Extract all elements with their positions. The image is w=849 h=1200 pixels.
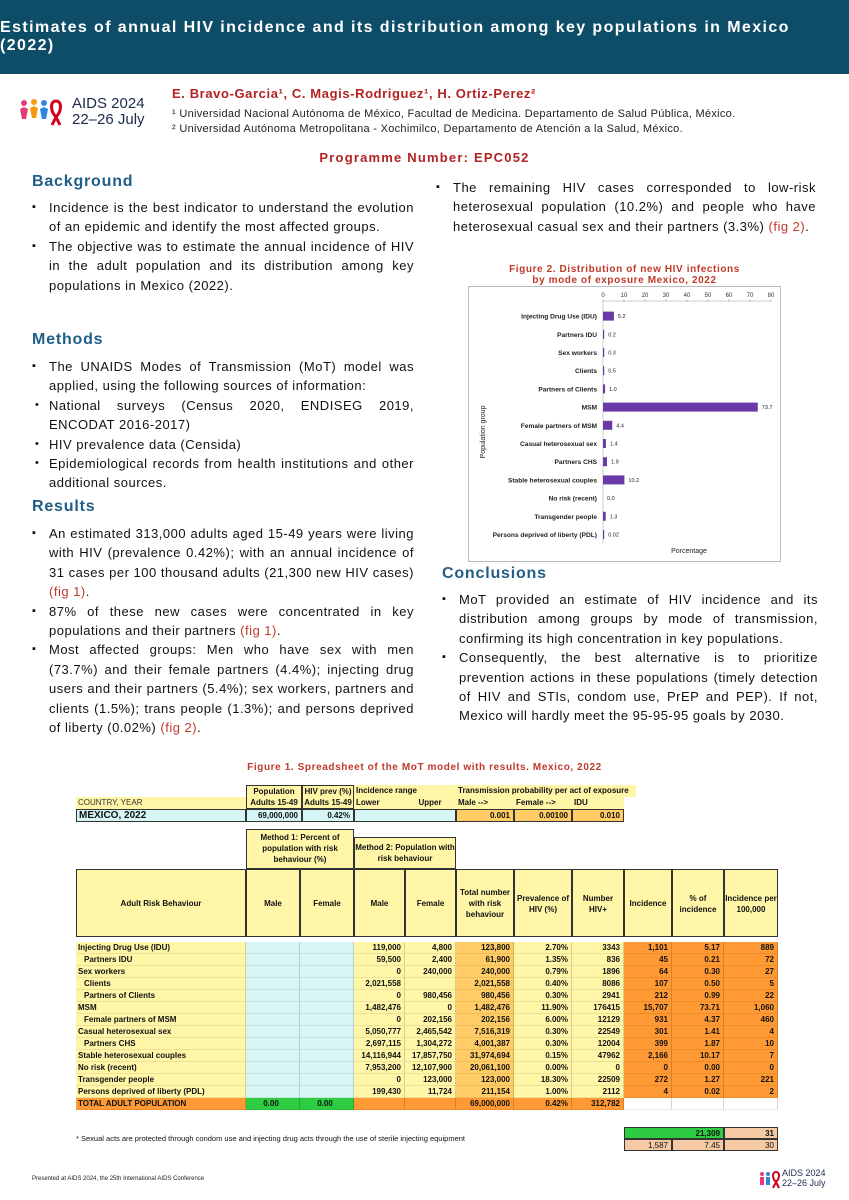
col-header-rate: Incidence per 100,000 [724,869,778,937]
table-cell: Transgender people [76,1074,246,1086]
table-cell: 123,800 [456,942,514,954]
conference-figures-icon [18,97,68,127]
col-header-incidence: Incidence [624,869,672,937]
table-cell: 18.30% [514,1074,572,1086]
transmission-header: Transmission probability per act of exposure [456,785,636,797]
col-header-m2-female: Female [405,869,456,937]
figure2-caption: Figure 2. Distribution of new HIV infections by mode of exposure Mexico, 2022 [509,264,740,286]
table-cell [246,1002,300,1014]
list-subitem: • HIV prevalence data (Censida) [32,435,414,454]
table-cell: TOTAL ADULT POPULATION [76,1098,246,1110]
table-cell: 11,724 [405,1086,456,1098]
table-cell: 6.00% [514,1014,572,1026]
table-cell: 836 [572,954,624,966]
table-cell: 0.02 [672,1086,724,1098]
footer-logo-title: AIDS 2024 [782,1168,826,1178]
table-cell: Injecting Drug Use (IDU) [76,942,246,954]
alt-rate: 30 [724,1139,778,1151]
table-cell [300,1038,354,1050]
female-prob-value: 0.00100 [514,809,572,822]
table-cell: 17,857,750 [405,1050,456,1062]
table-cell: 889 [724,942,778,954]
col-header-behaviour: Adult Risk Behaviour [76,869,246,937]
table-cell: 11.90% [514,1002,572,1014]
idu-prob-header: IDU [572,797,624,809]
table-cell: 1,060 [724,1002,778,1014]
table-cell: 0.99 [672,990,724,1002]
table-cell: 31,974,694 [456,1050,514,1062]
bar [603,530,604,539]
table-row [76,1026,778,1038]
col-header-m1-female: Female [300,869,354,937]
table-cell [246,942,300,954]
results-list [32,524,414,737]
sum-incidence: 21,309 [624,1127,724,1139]
results-heading: Results [32,498,96,515]
list-item: ▪ Most affected groups: Men who have sex with men (73.7%) and their female partners (4.4%); injecting drug users and their partners (5.4%); sex workers, partners and clients (1.5%); trans people (1.3%); and persons deprived of liberty (0.02%) (fig 2). [32,640,414,737]
table-cell: 1.87 [672,1038,724,1050]
table-cell: 202,156 [456,1014,514,1026]
table-cell: 0 [354,966,405,978]
table-cell: No risk (recent) [76,1062,246,1074]
table-cell: Partners IDU [76,954,246,966]
bar [603,421,612,430]
table-cell: 240,000 [456,966,514,978]
fig2-ref[interactable]: (fig 2) [160,720,198,736]
table-cell: 931 [624,1014,672,1026]
table-cell: 69,000,000 [456,1098,514,1110]
data-label: 4.4 [616,423,624,430]
table-cell: 4 [724,1026,778,1038]
table-cell: 0 [405,1002,456,1014]
authors: E. Bravo-Garcia¹, C. Magis-Rodriguez¹, H. Ortiz-Perez² [172,86,536,101]
table-cell: 176415 [572,1002,624,1014]
table-cell: 15,707 [624,1002,672,1014]
table-cell: 221 [724,1074,778,1086]
table-cell: 107 [624,978,672,990]
table-cell [246,1086,300,1098]
category-label: Casual heterosexual sex [520,441,597,448]
x-tick-label: 80 [767,293,775,299]
table-cell: 73.71 [672,1002,724,1014]
table-cell: Female partners of MSM [76,1014,246,1026]
table-cell: 2,166 [624,1050,672,1062]
data-label: 73.7 [761,405,773,412]
country-value: MEXICO, 2022 [76,809,246,822]
table-cell [246,990,300,1002]
table-cell [300,1062,354,1074]
table-cell: 2112 [572,1086,624,1098]
table-cell: 0 [354,1074,405,1086]
bar [603,512,606,521]
bar [603,366,604,375]
hivprev-header: HIV prev (%) Adults 15-49 [302,785,354,809]
table-cell: 0.79% [514,966,572,978]
table-cell [246,1074,300,1086]
population-header: Population Adults 15-49 [246,785,302,809]
table-row [76,1074,778,1086]
fig2-ref[interactable]: (fig 2) [768,218,806,234]
table-cell: 20,061,100 [456,1062,514,1074]
fig1-ref[interactable]: (fig 1) [240,623,277,639]
table-cell: Casual heterosexual sex [76,1026,246,1038]
table-cell [246,966,300,978]
table-cell: Partners of Clients [76,990,246,1002]
table-cell: 123,000 [405,1074,456,1086]
bar [603,312,614,321]
data-label: 0.3 [608,350,616,357]
table-cell: 460 [724,1014,778,1026]
data-label: 0.0 [607,496,615,503]
table-cell [405,978,456,990]
table-cell [300,1026,354,1038]
col-header-pct-incidence: % of incidence [672,869,724,937]
table-cell: 0.30 [672,966,724,978]
table-cell [300,990,354,1002]
y-axis-title: Population group [480,405,487,459]
male-prob-value: 0.001 [456,809,514,822]
list-item: ▪ Incidence is the best indicator to understand the evolution of an epidemic and identify the most affected groups. [32,198,414,237]
table-row [76,1038,778,1050]
category-label: No risk (recent) [548,495,597,503]
table-cell: 312,782 [572,1098,624,1110]
table-cell [246,1014,300,1026]
bar [603,348,604,357]
sum-rate: 31 [724,1127,778,1139]
table-cell: 47962 [572,1050,624,1062]
table-cell: 2 [724,1086,778,1098]
x-tick-label: 60 [725,293,733,299]
incidence-range-header: Incidence range [354,785,456,797]
aids2024-logo [18,93,158,133]
data-label: 0.02 [608,532,619,539]
table-cell: 1896 [572,966,624,978]
table-cell: 61,900 [456,954,514,966]
table-cell: 12,107,900 [405,1062,456,1074]
category-label: MSM [581,404,597,412]
table-cell: 2,021,558 [354,978,405,990]
table-cell [300,1002,354,1014]
table-cell: Sex workers [76,966,246,978]
data-label: 10.2 [628,477,640,484]
table-cell: 0.00% [514,1062,572,1074]
table-cell: 1.35% [514,954,572,966]
table-cell: 123,000 [456,1074,514,1086]
alt-incidence: 1,587 [624,1139,672,1151]
table-cell: 22549 [572,1026,624,1038]
table-cell: 211,154 [456,1086,514,1098]
category-label: Injecting Drug Use (IDU) [521,313,597,321]
table-cell: 1,101 [624,942,672,954]
table-cell [246,1062,300,1074]
table-cell [246,1038,300,1050]
table-cell: Partners CHS [76,1038,246,1050]
table-row [76,1002,778,1014]
table-cell: 12004 [572,1038,624,1050]
bar [603,457,607,466]
incidence-range-values [354,809,456,822]
table-cell: 1.00% [514,1086,572,1098]
table-cell [300,1074,354,1086]
x-tick-label: 20 [641,293,649,299]
results-list-continued [436,178,816,236]
table-row [76,990,778,1002]
list-item: ▪ 87% of these new cases were concentrated in key populations and their partners (fig 1). [32,602,414,641]
bar [603,330,604,339]
table-cell: 22 [724,990,778,1002]
table-cell: 0 [724,1062,778,1074]
table-cell: 0.15% [514,1050,572,1062]
table-cell: 2,697,115 [354,1038,405,1050]
table-cell: 4,800 [405,942,456,954]
table-cell: 980,456 [456,990,514,1002]
table-cell [300,978,354,990]
table-cell: 10 [724,1038,778,1050]
category-label: Transgender people [534,513,597,521]
table-cell: 0 [624,1062,672,1074]
table-cell [300,954,354,966]
table-cell [246,1026,300,1038]
conclusions-heading: Conclusions [442,565,547,582]
table-cell: 0.42% [514,1098,572,1110]
table-row [76,1014,778,1026]
table-cell: 0.00 [300,1098,354,1110]
table-cell: 2.70% [514,942,572,954]
table-cell: 10.17 [672,1050,724,1062]
table-cell: 2,021,558 [456,978,514,990]
figure1-caption: Figure 1. Spreadsheet of the MoT model with results. Mexico, 2022 [247,762,602,773]
table-row [76,942,778,954]
data-label: 1.0 [609,386,617,393]
bar [603,439,606,448]
table-cell [672,1098,724,1110]
table-cell: 1,482,476 [456,1002,514,1014]
list-item: ▪ MoT provided an estimate of HIV incidence and its distribution among groups by mode of transmission, confirming its high concentration in key populations. [442,590,818,648]
table-cell: 0.30% [514,1026,572,1038]
fig1-ref[interactable]: (fig 1) [49,584,86,600]
table-cell [300,1014,354,1026]
table-cell: Clients [76,978,246,990]
table-cell: 0 [572,1062,624,1074]
category-label: Female partners of MSM [520,422,597,430]
table-cell: 72 [724,954,778,966]
list-subitem: • Epidemiological records from health institutions and other additional sources. [32,454,414,493]
method1-header: Method 1: Percent of population with risk behaviour (%) [246,829,354,869]
list-item: ▪ An estimated 313,000 adults aged 15-49 years were living with HIV (prevalence 0.42%); with an annual incidence of 31 cases per 100 thousand adults (21,300 new HIV cases) (fig 1). [32,524,414,602]
table-cell: 272 [624,1074,672,1086]
list-subitem: • National surveys (Census 2020, ENDISEG 2019, ENCODAT 2016-2017) [32,396,414,435]
x-tick-label: 70 [746,293,754,299]
table-cell: 3343 [572,942,624,954]
list-item: ▪ The UNAIDS Modes of Transmission (MoT) model was applied, using the following sources of information: [32,357,414,396]
female-prob-header: Female --> [514,797,572,809]
male-prob-header: Male --> [456,797,514,809]
x-tick-label: 40 [683,293,691,299]
category-label: Clients [575,368,597,376]
table-cell: 980,456 [405,990,456,1002]
x-axis-title: Porcentage [671,548,707,555]
x-tick-label: 10 [620,293,628,299]
table-cell: 4,001,387 [456,1038,514,1050]
table-cell [246,978,300,990]
data-label: 1.4 [609,441,618,448]
col-header-m1-male: Male [246,869,300,937]
table-row [76,954,778,966]
programme-number: Programme Number: EPC052 [319,150,530,165]
table-cell: 2,465,542 [405,1026,456,1038]
table-cell: Stable heterosexual couples [76,1050,246,1062]
spreadsheet-footnote: * Sexual acts are protected through condom use and injecting drug acts through the use of sterile injecting equipment [76,1134,465,1143]
table-cell: 301 [624,1026,672,1038]
table-cell: 399 [624,1038,672,1050]
category-label: Partners IDU [557,331,597,339]
table-cell [246,1050,300,1062]
upper-header: Upper [404,797,456,809]
table-cell [300,1050,354,1062]
logo-title: AIDS 2024 [72,95,145,112]
background-list [32,198,414,295]
data-label: 0.2 [608,332,616,339]
table-total-row [76,1098,778,1110]
methods-heading: Methods [32,331,104,348]
table-cell: 0.21 [672,954,724,966]
category-label: Sex workers [558,350,597,357]
table-row [76,1050,778,1062]
table-cell: 8086 [572,978,624,990]
table-cell: 0.30% [514,1038,572,1050]
footer-logo-dates: 22–26 July [782,1178,826,1188]
table-cell [724,1098,778,1110]
poster-header [0,0,849,74]
table-cell: 0.50 [672,978,724,990]
table-cell: MSM [76,1002,246,1014]
x-tick-label: 30 [662,293,670,299]
data-label: 1.3 [609,514,618,521]
table-cell: 1.27 [672,1074,724,1086]
table-cell: 4.37 [672,1014,724,1026]
conclusions-list [442,590,818,726]
table-cell: 212 [624,990,672,1002]
table-cell: 202,156 [405,1014,456,1026]
table-cell: 5,050,777 [354,1026,405,1038]
table-cell: 45 [624,954,672,966]
table-row [76,966,778,978]
table-cell: 59,500 [354,954,405,966]
idu-prob-value: 0.010 [572,809,624,822]
affiliation-1: ¹ Universidad Nacional Autónoma de México, Facultad de Medicina. Departamento de Salud Pública, México. [172,108,736,120]
table-cell: 7,516,319 [456,1026,514,1038]
table-cell: 2,400 [405,954,456,966]
category-label: Stable heterosexual couples [507,477,597,485]
list-item: ▪ The objective was to estimate the annual incidence of HIV in the adult population and its distribution among key populations in Mexico (2022). [32,237,414,295]
poster-title: Estimates of annual HIV incidence and its distribution among key populations in Mexico (2022) [0,19,790,54]
table-cell: 5 [724,978,778,990]
footer-logo [758,1168,842,1192]
table-cell: 0.00 [672,1062,724,1074]
category-label: Persons deprived of liberty (PDL) [492,532,597,539]
table-cell [300,966,354,978]
method2-header: Method 2: Population with risk behaviour [354,837,456,869]
table-cell: 5.17 [672,942,724,954]
table-cell [246,954,300,966]
table-row [76,1062,778,1074]
table-cell [405,1098,456,1110]
bar [603,475,624,484]
table-cell: 119,000 [354,942,405,954]
background-heading: Background [32,173,134,190]
table-cell: 22509 [572,1074,624,1086]
country-year-label: COUNTRY, YEAR [76,797,246,809]
methods-list [32,357,414,493]
table-cell: 0.40% [514,978,572,990]
table-cell: 199,430 [354,1086,405,1098]
table-cell: 240,000 [405,966,456,978]
col-header-m2-male: Male [354,869,405,937]
table-cell: 0.30% [514,990,572,1002]
table-cell: 0.00 [246,1098,300,1110]
figure2-chart [468,286,781,562]
x-tick-label: 0 [601,293,605,299]
data-label: 0.5 [608,368,616,375]
category-label: Partners of Clients [538,386,597,394]
bar-chart [469,287,782,563]
population-value: 69,000,000 [246,809,302,822]
table-cell [300,1086,354,1098]
conference-figures-icon [758,1170,780,1190]
table-cell: 2941 [572,990,624,1002]
table-cell: 12129 [572,1014,624,1026]
alt-pct: 7.45 [672,1139,724,1151]
table-cell: 7,953,200 [354,1062,405,1074]
table-cell: 64 [624,966,672,978]
table-cell: 27 [724,966,778,978]
table-cell: 0 [354,1014,405,1026]
table-cell: 4 [624,1086,672,1098]
table-cell: 14,116,944 [354,1050,405,1062]
bar [603,403,758,412]
bar [603,384,605,393]
col-header-prevalence: Prevalence of HIV (%) [514,869,572,937]
x-tick-label: 50 [704,293,712,299]
list-item: ▪ Consequently, the best alternative is to prioritize prevention actions in these populations (timely detection of HIV and STIs, condom use, PrEP and PEP). If not, Mexico will hardly meet the 95-95-95 goals by 2030. [442,648,818,726]
list-item: ▪ The remaining HIV cases corresponded to low-risk heterosexual population (10.2%) and people who have heterosexual casual sex and their partners (3.3%) (fig 2). [436,178,816,236]
table-cell: 0 [354,990,405,1002]
table-row [76,978,778,990]
data-label: 5.2 [617,314,626,321]
data-label: 1.9 [610,459,619,466]
table-cell: 1.41 [672,1026,724,1038]
table-cell [300,942,354,954]
col-header-total: Total number with risk behaviour [456,869,514,937]
table-cell: 1,304,272 [405,1038,456,1050]
table-cell: 1,482,476 [354,1002,405,1014]
category-label: Partners CHS [554,459,597,467]
lower-header: Lower [354,797,404,809]
table-row [76,1086,778,1098]
affiliation-2: ² Universidad Autónoma Metropolitana - Xochimilco, Departamento de Atención a la Salud, México. [172,123,683,135]
footer-text: Presented at AIDS 2024, the 25th International AIDS Conference [32,1176,205,1182]
table-cell [624,1098,672,1110]
table-cell [354,1098,405,1110]
logo-dates: 22–26 July [72,111,145,128]
col-header-hivplus: Number HIV+ [572,869,624,937]
table-cell: 7 [724,1050,778,1062]
prevalence-value: 0.42% [302,809,354,822]
table-cell: Persons deprived of liberty (PDL) [76,1086,246,1098]
